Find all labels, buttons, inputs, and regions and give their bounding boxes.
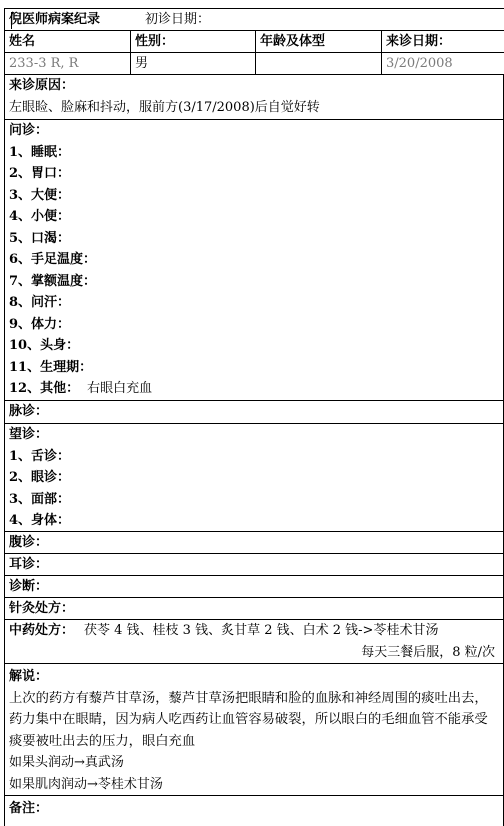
inspection-item: 2、眼诊： bbox=[9, 470, 71, 485]
form-title: 倪医师病案纪录 bbox=[9, 12, 101, 27]
ear-section bbox=[4, 554, 504, 576]
explanation-line: 如果肌肉润动→苓桂术甘汤 bbox=[9, 776, 163, 792]
inquiry-item bbox=[9, 206, 503, 228]
inquiry-section bbox=[4, 120, 504, 401]
reason-text: 左眼睑、脸麻和抖动，服前方(3/17/2008)后自觉好转 bbox=[9, 99, 320, 115]
explanation-line: 如果头润动→真武汤 bbox=[9, 755, 124, 770]
inquiry-item-label: 7、掌额温度： bbox=[9, 273, 97, 289]
patient-name-value: 233-3 R, R bbox=[5, 53, 131, 74]
patient-table-values bbox=[4, 53, 504, 75]
inquiry-item bbox=[9, 271, 503, 293]
inquiry-item-label: 11、生理期： bbox=[9, 359, 93, 375]
herbal-line bbox=[9, 620, 503, 642]
first-visit-label: 初诊日期： bbox=[145, 12, 211, 27]
abdominal-label: 腹诊： bbox=[9, 535, 49, 550]
inquiry-item-label: 3、大便： bbox=[9, 187, 71, 203]
notes-section bbox=[4, 796, 504, 826]
inquiry-item-label: 9、体力： bbox=[9, 316, 71, 332]
header-age-build: 年龄及体型 bbox=[256, 31, 382, 52]
acupuncture-section bbox=[4, 598, 504, 620]
inquiry-item-value: 右眼白充血 bbox=[87, 381, 153, 396]
header-sex: 性别： bbox=[131, 31, 256, 52]
herbal-section bbox=[4, 620, 504, 664]
inquiry-item-label: 1、睡眠： bbox=[9, 144, 71, 160]
inspection-item: 4、身体： bbox=[9, 513, 71, 528]
explanation-section bbox=[4, 664, 504, 796]
inspection-item: 1、舌诊： bbox=[9, 448, 71, 464]
herbal-dosage: 每天三餐后服，8 粒/次 bbox=[361, 644, 495, 660]
acupuncture-label: 针灸处方： bbox=[9, 601, 75, 616]
notes-label: 备注： bbox=[9, 801, 49, 816]
inquiry-item-label: 12、其他： bbox=[9, 381, 80, 396]
diagnosis-label: 诊断： bbox=[9, 579, 49, 594]
inquiry-item bbox=[9, 378, 503, 400]
reason-section bbox=[4, 75, 504, 120]
patient-age-value bbox=[256, 53, 382, 74]
inquiry-item bbox=[9, 357, 503, 379]
header-name: 姓名 bbox=[5, 31, 131, 52]
patient-table-header bbox=[4, 31, 504, 53]
inquiry-item-label: 6、手足温度： bbox=[9, 252, 97, 267]
ear-label: 耳诊： bbox=[9, 557, 49, 572]
inquiry-item bbox=[9, 142, 503, 164]
inquiry-item-label: 5、口渴： bbox=[9, 230, 71, 246]
inspection-label: 望诊： bbox=[9, 427, 49, 442]
inquiry-item-label: 8、问汗： bbox=[9, 295, 71, 310]
patient-sex-value: 男 bbox=[131, 53, 256, 74]
inquiry-item bbox=[9, 185, 503, 207]
inquiry-item bbox=[9, 163, 503, 185]
inquiry-item bbox=[9, 249, 503, 271]
inspection-section bbox=[4, 424, 504, 532]
inquiry-item bbox=[9, 228, 503, 250]
inspection-item: 3、面部： bbox=[9, 491, 71, 507]
herbal-text: 茯苓 4 钱、桂枝 3 钱、炙甘草 2 钱、白术 2 钱->苓桂术甘汤 bbox=[84, 623, 439, 638]
form-header bbox=[4, 8, 504, 31]
pulse-section bbox=[4, 401, 504, 424]
inquiry-item-label: 4、小便： bbox=[9, 209, 71, 224]
explanation-label: 解说： bbox=[9, 669, 49, 684]
inquiry-label: 问诊： bbox=[9, 123, 49, 138]
herbal-label: 中药处方： bbox=[9, 623, 75, 638]
inquiry-item-label: 2、胃口： bbox=[9, 166, 71, 181]
inquiry-item bbox=[9, 292, 503, 314]
diagnosis-section bbox=[4, 576, 504, 598]
reason-label: 来诊原因： bbox=[9, 78, 75, 93]
inquiry-item bbox=[9, 314, 503, 336]
inquiry-item bbox=[9, 335, 503, 357]
explanation-paragraph: 上次的药方有藜芦甘草汤，藜芦甘草汤把眼睛和脸的血脉和神经周围的痰吐出去，药力集中在眼睛，因为病人吃西药让血管容易破裂，所以眼白的毛细血管不能承受痰要被吐出去的压力，眼白充血 bbox=[9, 690, 488, 749]
visit-date-value: 3/20/2008 bbox=[382, 53, 504, 74]
abdominal-section bbox=[4, 532, 504, 554]
pulse-label: 脉诊： bbox=[9, 404, 49, 419]
inquiry-item-label: 10、头身： bbox=[9, 338, 80, 353]
header-visit-date: 来诊日期： bbox=[382, 31, 504, 52]
